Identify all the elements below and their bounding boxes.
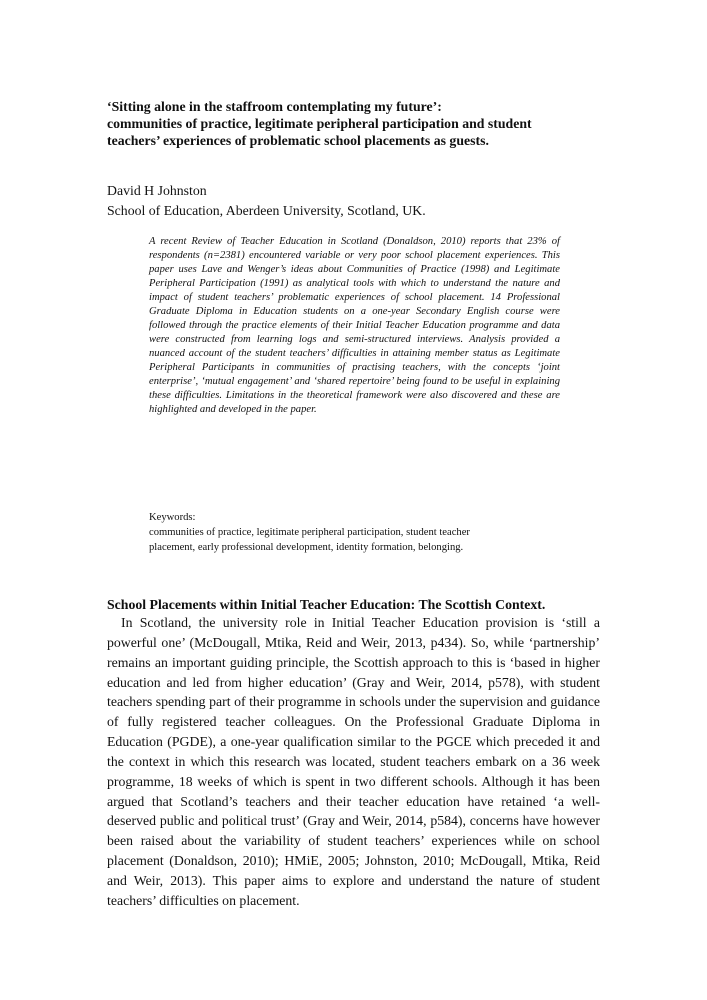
author-name: David H Johnston — [107, 183, 207, 198]
title-line-3: teachers’ experiences of problematic school placements as guests. — [107, 133, 489, 148]
keywords-line-1: communities of practice, legitimate peripheral participation, student teacher — [149, 527, 470, 538]
keywords-block — [149, 510, 569, 555]
author-block — [107, 181, 587, 221]
keywords-label: Keywords: — [149, 512, 196, 523]
abstract: A recent Review of Teacher Education in Scotland (Donaldson, 2010) reports that 23% of respondents (n=2381) encountered variable or very poor school placement experiences. This paper uses Lave and Wenger’s ideas about Communities of Practice (1998) and Legitimate Peripheral Participation (1991) as analytical tools with which to understand the nature and impact of student teachers’ problematic experiences of school placement. 14 Professional Graduate Diploma in Education students on a one-year Secondary English course were followed through the practice elements of their Initial Teacher Education programme and data were constructed from learning logs and semi-structured interviews. Analysis provided a nuanced account of the student teachers’ difficulties in attaining member status as Legitimate Peripheral Participants in communities of practising teachers, with the concepts ‘joint enterprise’, ‘mutual engagement’ and ‘shared repertoire’ being found to be useful in explaining these difficulties. Limitations in the theoretical framework were also discovered and these are highlighted and developed in the paper. — [149, 236, 560, 415]
title-line-2: communities of practice, legitimate peripheral participation and student — [107, 116, 532, 131]
body-paragraph: In Scotland, the university role in Initial Teacher Education provision is ‘still a powerful one’ (McDougall, Mtika, Reid and Weir, 2013, p434). So, while ‘partnership’ remains an important guiding principle, the Scottish approach to this is ‘based in higher education and led from higher education’ (Gray and Weir, 2014, p578), with student teachers spending part of their programme in schools under the supervision and guidance of fully registered teacher colleagues. On the Professional Graduate Diploma in Education (PGDE), a one-year qualification similar to the PGCE which preceded it and the context in which this research was located, student teachers embark on a 36 week programme, 18 weeks of which is spent in two different schools. Although it has been argued that Scotland’s teachers and their teacher education have retained ‘a well-deserved public and political trust’ (Gray and Weir, 2014, p584), concerns have however been raised about the variability of student teachers’ experiences while on school placement (Donaldson, 2010); HMiE, 2005; Johnston, 2010; McDougall, Mtika, Reid and Weir, 2013). This paper aims to explore and understand the nature of student teachers’ difficulties on placement. — [107, 615, 600, 908]
keywords-line-2: placement, early professional development, identity formation, belonging. — [149, 542, 464, 553]
author-affiliation: School of Education, Aberdeen University, Scotland, UK. — [107, 203, 426, 218]
title-line-1: ‘Sitting alone in the staffroom contemplating my future’: — [107, 99, 442, 114]
paper-title — [107, 98, 587, 149]
section-heading: School Placements within Initial Teacher Education: The Scottish Context. — [107, 597, 546, 612]
